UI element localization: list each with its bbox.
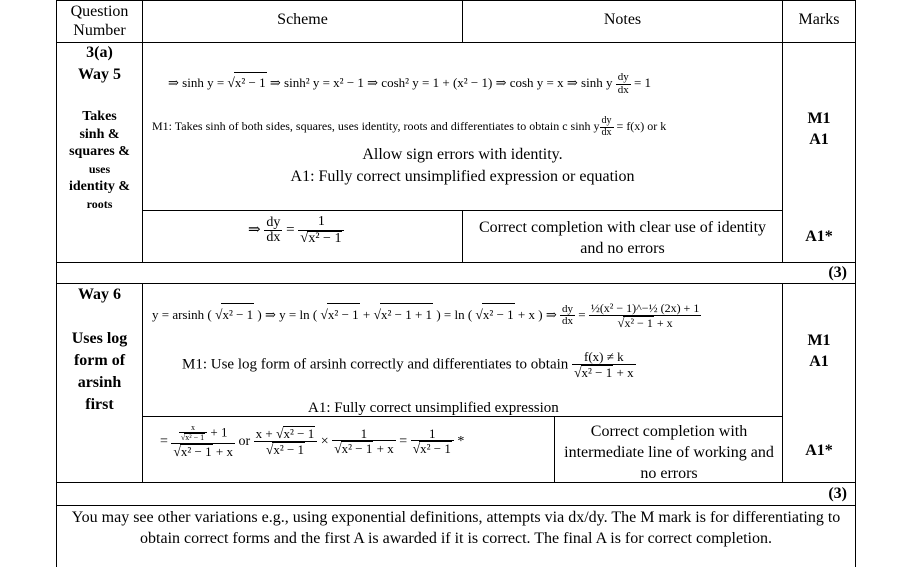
way6-total: (3) <box>828 485 847 502</box>
header-marks: Marks <box>798 11 840 28</box>
question-label: 3(a) <box>86 44 113 61</box>
way5-eq-part2: ⇒ sinh² y = x² − 1 ⇒ cosh² y = 1 + (x² − 1) ⇒ cosh y = x ⇒ sinh y <box>266 75 616 91</box>
way5-allow-note: Allow sign errors with identity. <box>362 146 563 163</box>
way6-eq-a: y = arsinh ( <box>152 306 215 322</box>
way5-m1-dy: dy <box>601 115 612 127</box>
way6-final-one-a: 1 <box>360 425 368 441</box>
way5-final-dy: dy <box>266 214 281 230</box>
way6-m1-note-text: M1: Use log form of arsinh correctly and differentiates to obtain <box>182 356 569 373</box>
way6-final-inner-num: x <box>191 423 196 432</box>
way6-eq-dx: dx <box>561 315 573 328</box>
way6-deriv-den-sqrt: x² − 1 <box>624 315 653 330</box>
rule-right <box>855 0 856 567</box>
way6-method-line: arsinh <box>77 374 122 391</box>
way6-eq-sqrt3: x² − 1 + 1 <box>380 303 433 326</box>
way6-final-den1-tail: + x <box>212 443 233 459</box>
way6-deriv-den-tail: + x <box>653 315 673 330</box>
way6-m1-den-sqrt: x² − 1 <box>581 364 613 380</box>
rule-left <box>56 0 57 567</box>
way5-equation: ⇒ sinh y = √x² − 1 ⇒ sinh² y = x² − 1 ⇒ cosh² y = 1 + (x² − 1) ⇒ cosh y = x ⇒ sinh y $\frac{dy}{dx}$ = 1 <box>168 71 652 96</box>
way5-final-dx: dx <box>266 230 281 246</box>
way6-eq-e: + x ) ⇒ <box>514 306 560 322</box>
way5-final-note: Correct completion with clear use of identity and no errors <box>478 219 767 257</box>
way6-final-one-b: 1 <box>428 425 436 441</box>
way6-eq-sqrt2: x² − 1 <box>327 303 360 326</box>
way5-final-mark: A1* <box>805 228 833 245</box>
rule-top <box>56 0 856 1</box>
way5-m1-note <box>152 116 666 138</box>
way6-m1-num: f(x) ≠ k <box>584 349 624 364</box>
way5-method-line: sinh & <box>79 126 120 142</box>
way6-m1-note: M1: Use log form of arsinh correctly and differentiates to obtain $\frac{f(x) \ne k}{\text{√x² − 1 + x}}$ <box>182 349 634 380</box>
way6-final-den2-sqrt: x² − 1 <box>273 442 305 458</box>
rule-way6-top <box>56 283 856 284</box>
header-scheme: Scheme <box>277 11 328 28</box>
way5-method-line: uses <box>88 161 111 176</box>
way5-eq-dy: dy <box>617 71 629 83</box>
header-notes: Notes <box>603 11 642 28</box>
way6-marks <box>783 330 855 372</box>
way6-final-den4-sqrt: x² − 1 <box>420 441 451 457</box>
way6-method-line: Uses log <box>71 330 128 347</box>
way6-equation: y = arsinh ( √x² − 1 ) ⇒ y = ln ( √x² − 1 + √x² − 1 + 1 ) = ln ( √x² − 1 + x ) ⇒ $\frac{dy}{dx}$ = $\frac{\text{½(x² − 1)\textasciicircum{}−½ (2x) + 1}}{\text{√x² − 1 + x}}$ <box>152 301 700 330</box>
way6-method-line: first <box>85 396 114 413</box>
way6-final-or: or <box>238 433 251 449</box>
way5-method-line: roots <box>86 196 113 211</box>
way6-final-mark: A1* <box>805 442 833 459</box>
way5-m1-dx: dx <box>601 126 612 138</box>
way5-eq-dx: dx <box>617 83 629 96</box>
way5-method-line: squares & <box>69 144 130 159</box>
way5-m1-note-b: = f(x) or k <box>613 119 667 133</box>
way6-m1-den-tail: + x <box>613 364 634 380</box>
rule-footer-top <box>56 505 856 506</box>
way5-label: Way 5 <box>77 66 122 83</box>
way5-eq-sqrt: x² − 1 <box>234 72 267 93</box>
way6-final-times: × <box>320 433 329 449</box>
way6-final-den3-tail: + x <box>373 441 394 457</box>
mark-a1: A1 <box>809 353 829 370</box>
rule-way5-bottom <box>56 262 856 263</box>
way6-final-den3-sqrt: x² − 1 <box>341 441 373 457</box>
way6-final-num-b: + 1 <box>207 424 228 440</box>
way6-method-line: form of <box>73 352 126 369</box>
footer-note: You may see other variations e.g., using exponential definitions, attempts via dx/dy. The M mark is for differentiating to obtain correct forms and the first A is awarded if it is correct. The final A is for correct completion. <box>71 509 841 547</box>
header-question-number: Question Number <box>70 3 129 39</box>
rule-col2-way6 <box>554 416 555 482</box>
way6-final-equation: = $\frac{x}{\text{√x² − 1}}$ + 1 √x² − 1 + x or $\frac{\text{x + √x² − 1}}{\text{√x² − 1}}$ × $\frac{1}{\text{√x² − 1 + x}}$ = $\frac{1}{\text{√x² − 1}}$ * <box>160 423 465 459</box>
way6-label: Way 6 <box>77 286 122 303</box>
way6-eq-sqrt1: x² − 1 <box>221 303 254 326</box>
rule-col1-a <box>142 0 143 262</box>
rule-header-bottom <box>56 42 856 43</box>
way5-method-line: identity & <box>68 179 131 194</box>
way5-eq-part1: ⇒ sinh y = <box>168 75 228 91</box>
mark-m1: M1 <box>807 110 831 127</box>
rule-col1-b <box>142 283 143 482</box>
way6-final-den1-sqrt: x² − 1 <box>180 443 212 459</box>
way6-final-num2: x + <box>255 425 276 441</box>
way6-eq-c: + <box>359 306 374 322</box>
way6-eq-sqrt4: x² − 1 <box>482 303 515 326</box>
way6-final-num2-sqrt: x² − 1 <box>283 425 315 441</box>
mark-m1: M1 <box>807 332 831 349</box>
way5-eq-equals-one: = 1 <box>630 75 652 91</box>
way5-method-line: Takes <box>82 109 117 124</box>
way5-marks <box>783 108 855 150</box>
way5-total: (3) <box>828 264 847 281</box>
way6-final-note: Correct completion with intermediate line of working and no errors <box>564 423 774 482</box>
way5-final-num: 1 <box>317 214 325 229</box>
way5-final-den: x² − 1 <box>308 230 342 246</box>
way5-final-equation: ⇒ $\frac{dy}{dx}$ = $\frac{1}{\text{√x² − 1}}$ <box>248 215 344 246</box>
rule-col2-way5 <box>462 210 463 262</box>
way6-final-star: * <box>457 433 465 449</box>
way6-deriv-num: ½(x² − 1)^−½ (2x) + 1 <box>590 301 700 315</box>
way5-a1-note: A1: Fully correct unsimplified expression or equation <box>290 168 635 185</box>
way6-a1-note: A1: Fully correct unsimplified expression <box>308 400 559 416</box>
way6-final-inner-den: x² − 1 <box>185 433 205 443</box>
way6-eq-dy: dy <box>561 302 573 315</box>
way6-method <box>57 328 142 416</box>
way5-m1-note-a: M1: Takes sinh of both sides, squares, uses identity, roots and differentiates to obtain c sinh y <box>152 119 600 133</box>
way5-final-prefix: ⇒ <box>248 222 261 239</box>
mark-a1: A1 <box>809 131 829 148</box>
way6-eq-b: ) ⇒ y = ln ( <box>254 306 321 322</box>
way5-method <box>57 108 142 213</box>
way6-eq-d: ) = ln ( <box>433 306 476 322</box>
